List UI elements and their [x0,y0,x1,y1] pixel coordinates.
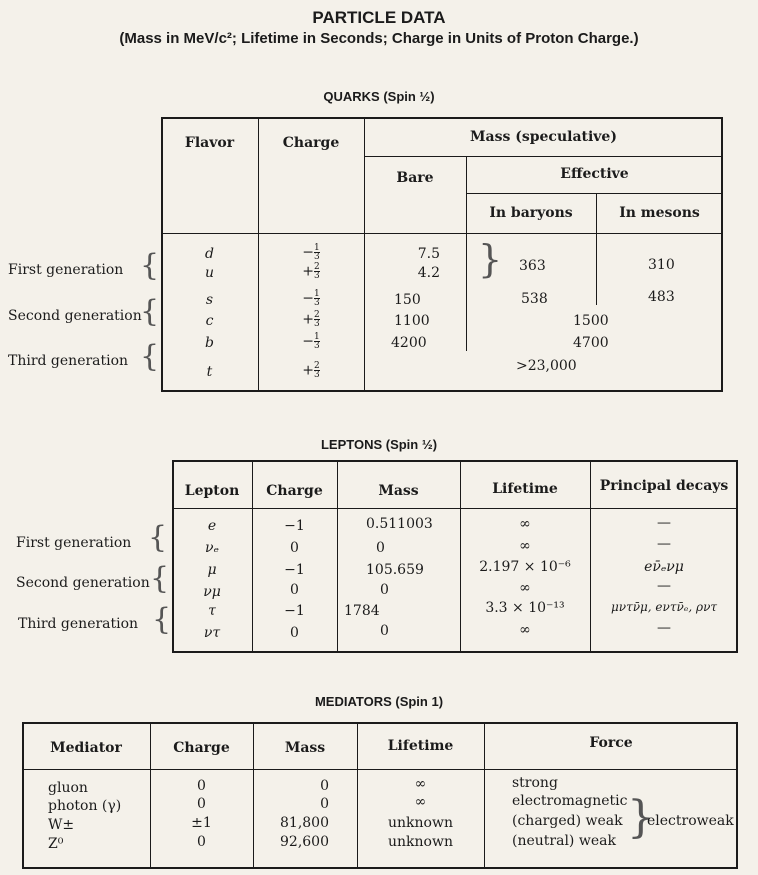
leptons-heading: LEPTONS (Spin ½) [320,437,438,452]
quarks-effective-split [596,233,597,305]
quarks-header-in-baryons: In baryons [489,205,573,221]
leptons-third-generation: Third generation [18,616,139,632]
quarks-header-effective: Effective [560,166,629,182]
c-effective-mass: 1500 [573,313,609,329]
quarks-second-generation: Second generation [8,308,142,324]
s-meson-mass: 483 [648,289,675,305]
brace-icon: { [150,561,170,596]
leptons-header-decays: Principal decays [599,478,729,494]
quarks-bare-divider [466,233,467,351]
quarks-first-generation: First generation [8,262,124,278]
brace-icon: { [140,294,160,329]
leptons-second-generation: Second generation [16,575,150,591]
mediators-header-force: Force [589,735,633,751]
mediators-header-lifetime: Lifetime [387,738,454,754]
brace-icon: { [140,339,160,374]
mediators-header-mass: Mass [284,740,326,756]
quarks-header-divider [161,233,723,234]
ud-meson-mass: 310 [648,257,675,273]
brace-icon: { [148,520,168,555]
mediators-header-charge: Charge [173,740,230,756]
quarks-header-in-mesons: In mesons [619,205,700,221]
page-title: PARTICLE DATA [312,8,446,27]
brace-icon: { [152,602,172,637]
brace-icon: { [140,248,160,283]
mediators-header-divider [22,769,738,770]
leptons-header-divider [172,508,738,509]
quarks-header-flavor: Flavor [184,135,235,151]
leptons-header-lifetime: Lifetime [492,481,558,497]
quarks-heading: QUARKS (Spin ½) [323,89,435,104]
b-effective-mass: 4700 [573,335,609,351]
leptons-first-generation: First generation [16,535,132,551]
t-effective-mass: >23,000 [516,358,577,374]
leptons-header-lepton: Lepton [184,483,240,499]
right-brace-icon: } [627,792,655,843]
quarks-mass-divider [364,156,723,157]
quarks-effective-divider [466,193,723,194]
ud-baryon-mass: 363 [519,258,546,274]
mediators-heading: MEDIATORS (Spin 1) [314,694,444,709]
quarks-header-charge: Charge [282,135,340,151]
right-brace-icon: } [478,237,503,281]
leptons-header-mass: Mass [378,483,419,499]
s-baryon-mass: 538 [521,291,548,307]
leptons-header-charge: Charge [266,483,323,499]
mediators-header-mediator: Mediator [50,740,122,756]
quarks-header-bare: Bare [396,170,434,186]
quarks-header-mass: Mass (speculative) [470,129,617,145]
electroweak-label: electroweak [647,813,734,829]
page-subtitle: (Mass in MeV/c²; Lifetime in Seconds; Charge in Units of Proton Charge.) [119,30,639,47]
quarks-third-generation: Third generation [8,353,129,369]
